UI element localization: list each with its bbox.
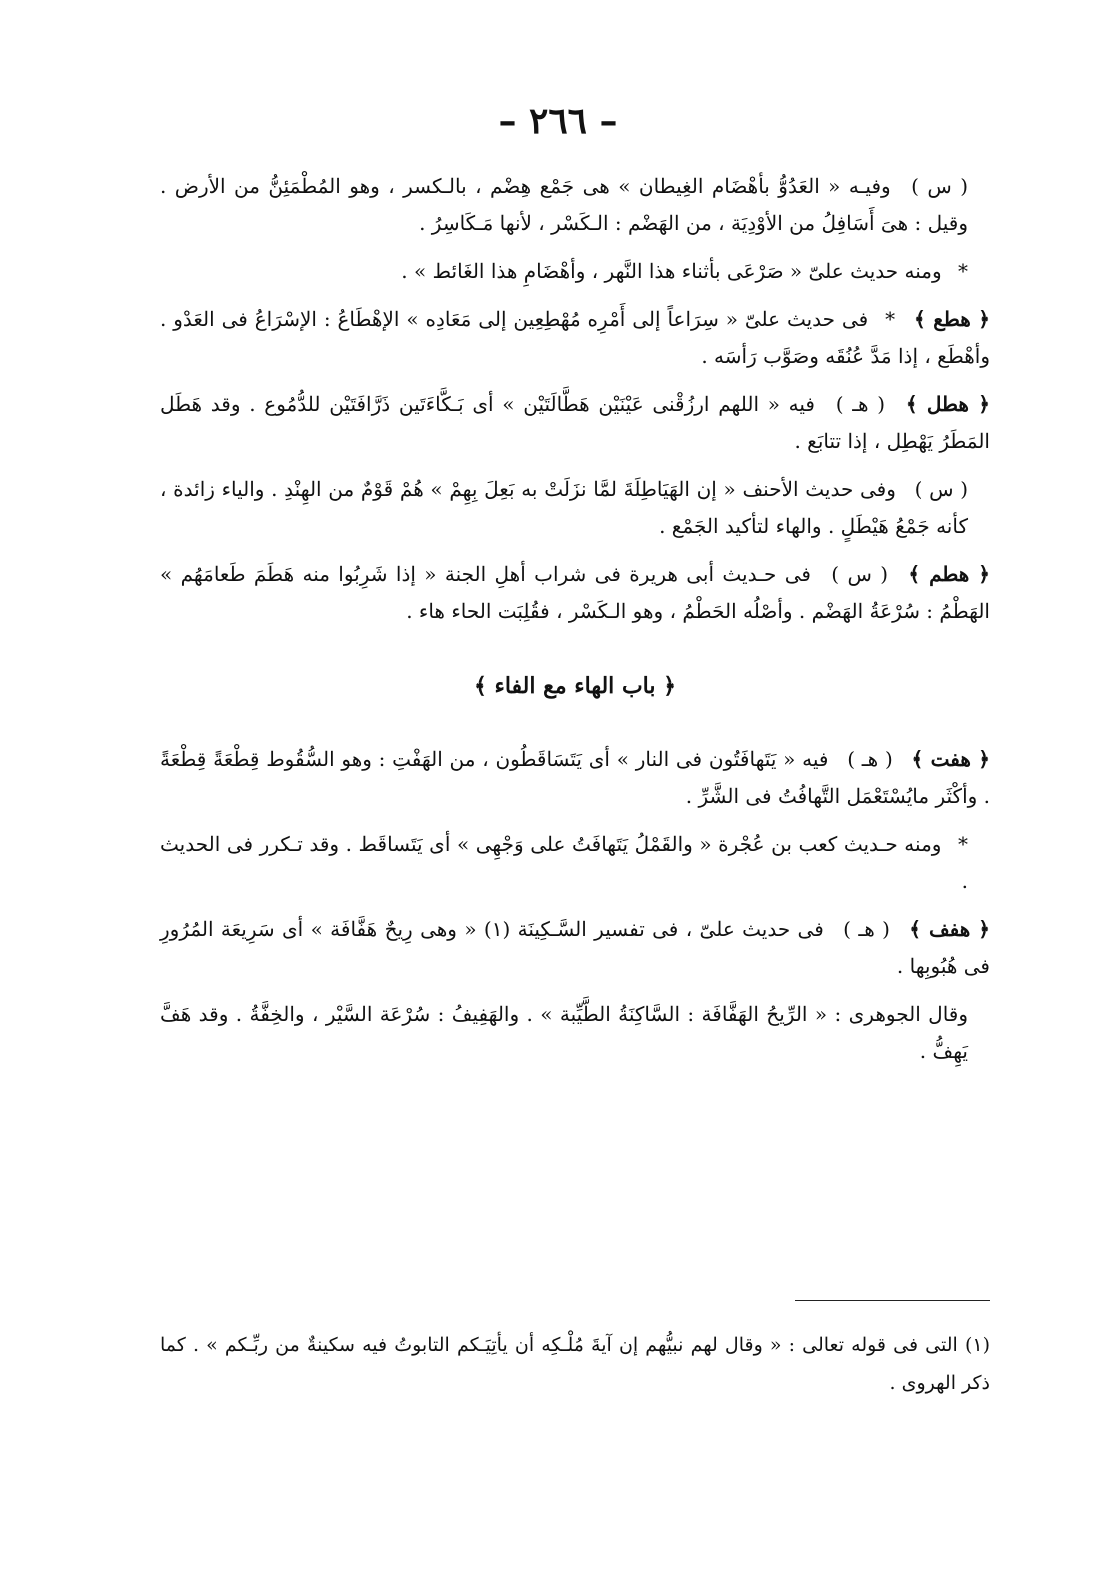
entry-text: وقال الجوهرى : « الرِّيحُ الهَفَّافَة : السَّاكِنَةُ الطَّيِّبة » . والهَفِيفُ : سُرْعَة السَّيْر ، والخِفَّةُ . وقد هَفَّ يَهِفُّ . <box>160 1002 968 1063</box>
source-marker: ( هـ ) <box>843 917 890 941</box>
footnote: (١) التى فى قوله تعالى : « وقال لهم نبيُّهم إن آيةَ مُلْـكِه أن يأتِيَـكم التابوتُ فيه سكينةٌ من ربِّـكم » . كما ذكر الهروى . <box>160 1334 990 1394</box>
entry-htm <box>160 556 990 630</box>
page-number: – ٢٦٦ – <box>498 100 618 142</box>
entry-text: فى حـديث أبى هريرة فى شراب أهلِ الجنة « إذا شَرِبُوا منه هَطَمَ طَعامَهُم » الهَطْمُ : سُرْعَةُ الهَضْم . وأصْلُه الحَطْمُ ، وهو الـكَسْر ، فقُلِبَت الحاء هاء . <box>160 562 990 623</box>
source-marker: ( س ) <box>911 174 969 198</box>
footnote-divider <box>795 1300 990 1301</box>
entry-hft <box>160 741 990 815</box>
source-marker: ( س ) <box>914 477 968 501</box>
chapter-title: ﴿ باب الهاء مع الفاء ﴾ <box>473 673 677 699</box>
entry-text: ومنه حديث علىّ « صَرْعَى بأثناء هذا النَّهر ، وأهْضَامِ هذا الغَائط » . <box>401 259 942 283</box>
page-body <box>160 168 990 1081</box>
headword: ﴿ هفت ﴾ <box>911 747 991 771</box>
entry-htc <box>160 301 990 375</box>
source-marker: ( س ) <box>831 562 889 586</box>
entry-hdm-hadith-ali <box>160 253 990 290</box>
entry-text: وفى حديث الأحنف « إن الهَيَاطِلَةَ لمَّا نزَلَتْ به بَعِلَ بِهِمْ » هُمْ قَوْمٌ من الهِنْدِ . والياء زائدة ، كأنه جَمْعُ هَيْطَلٍ . والهاء لتأكيد الجَمْع . <box>160 477 968 538</box>
entry-htl-ahnaf <box>160 471 990 545</box>
headword: ﴿ هطم ﴾ <box>908 562 991 586</box>
entry-hdm-continued <box>160 168 990 242</box>
headword: ﴿ هطع ﴾ <box>913 307 991 331</box>
asterisk-marker: * <box>958 832 968 856</box>
entry-text: فيه « يَتَهافَتُون فى النار » أى يَتَسَاقَطُون ، من الهَفْتِ : وهو السُّقُوط قِطْعَةً قِطْعَةً . وأكْثَر مايُسْتَعْمَل التَّهافُتُ فى الشَّرِّ . <box>160 747 990 808</box>
entry-text: فى حديث علىّ ، فى تفسير السَّـكِينَة (١) « وهى رِيحٌ هَفَّافَة » أى سَرِيعَة المُرُورِ فى هُبُوبِها . <box>160 917 990 978</box>
entry-htl <box>160 386 990 460</box>
source-marker: ( هـ ) <box>847 747 893 771</box>
entry-text: فيه « اللهم ارزُقْنى عَيْنَيْن هَطَّالَتَيْن » أى بَـكَّاءَتَين ذَرَّافَتَيْن للدُّمُوع . وقد هَطَل المَطَرُ يَهْطِل ، إذا تتابَع . <box>160 392 990 453</box>
asterisk-marker: * <box>958 259 968 283</box>
headword: ﴿ هفف ﴾ <box>909 917 991 941</box>
asterisk-marker: * <box>885 307 896 331</box>
entry-text: فى حديث علىّ « سِرَاعاً إلى أَمْرِه مُهْطِعِين إلى مَعَادِه » الإهْطَاعُ : الإسْرَاعُ فى العَدْو . وأهْطَع ، إذا مَدَّ عُنُقَه وصَوَّب رَأسَه . <box>160 307 990 368</box>
source-marker: ( هـ ) <box>835 392 886 416</box>
entry-hft-kaab <box>160 826 990 900</box>
entry-hff-jawhari <box>160 996 990 1070</box>
entry-hff <box>160 911 990 985</box>
headword: ﴿ هطل ﴾ <box>905 392 991 416</box>
entry-text: ومنه حـديث كعب بن عُجْرة « والقَمْلُ يَتَهافَتُ على وَجْهِى » أى يَتَساقَط . وقد تـكرر فى الحديث . <box>160 832 968 893</box>
entry-text: وفيـه « العَدُوُّ بأهْضَام الغِيطان » هى جَمْع هِضْم ، بالـكسر ، وهو المُطْمَئِنُّ من الأرض . وقيل : هىَ أَسَافِلُ من الأوْدِيَة ، من الهَضْم : الـكَسْر ، لأنها مَـكَاسِرُ . <box>160 174 968 235</box>
